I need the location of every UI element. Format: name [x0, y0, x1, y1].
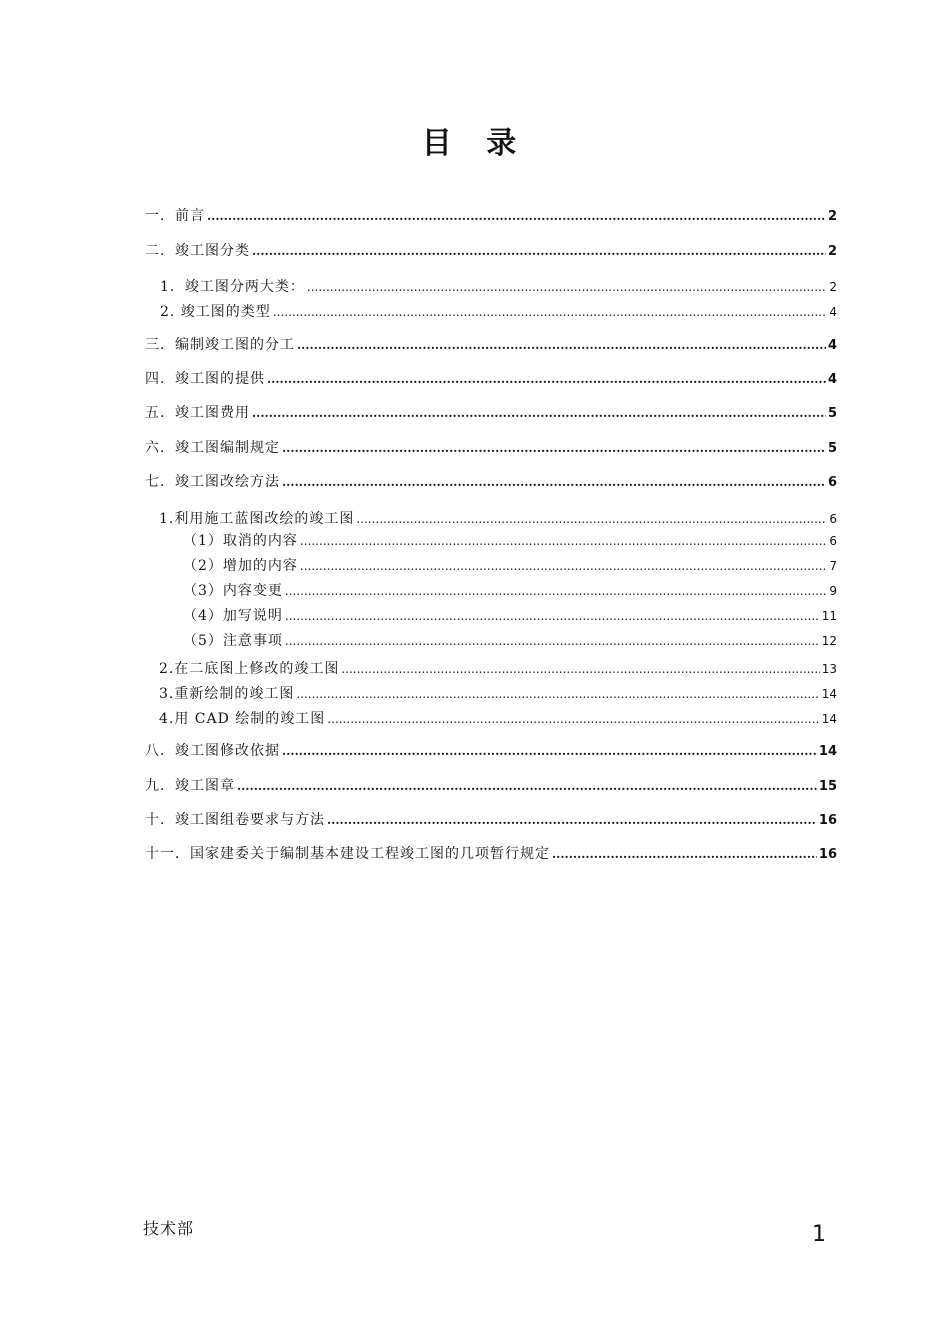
- toc-entry[interactable]: [159, 508, 837, 528]
- toc-entry-page: 5: [827, 441, 837, 456]
- toc-entry-page: 11: [821, 609, 837, 623]
- toc-entry[interactable]: [145, 402, 837, 422]
- toc-entry[interactable]: [183, 580, 837, 600]
- toc-leader-dots: [356, 512, 827, 526]
- toc-entry[interactable]: [159, 708, 837, 728]
- toc-entry-page: 4: [829, 305, 837, 319]
- toc-entry-page: 2: [829, 280, 837, 294]
- toc-entry-label: 八．竣工图修改依据: [145, 743, 280, 759]
- toc-leader-dots: [237, 779, 817, 793]
- toc-entry-label: 五．竣工图费用: [145, 405, 250, 421]
- toc-leader-dots: [252, 406, 826, 420]
- toc-entry-label: 九．竣工图章: [145, 778, 235, 794]
- toc-leader-dots: [296, 687, 819, 701]
- toc-entry[interactable]: [145, 240, 837, 260]
- toc-entry[interactable]: [145, 775, 837, 795]
- toc-leader-dots: [282, 441, 826, 455]
- toc-entry-page: 14: [818, 744, 837, 759]
- toc-entry-page: 6: [827, 475, 837, 490]
- toc-leader-dots: [285, 609, 820, 623]
- toc-entry[interactable]: [159, 683, 837, 703]
- toc-entry[interactable]: [183, 530, 837, 550]
- toc-leader-dots: [327, 712, 819, 726]
- toc-entry[interactable]: [145, 809, 837, 829]
- toc-leader-dots: [267, 372, 826, 386]
- toc-entry-label: 七．竣工图改绘方法: [145, 474, 280, 490]
- toc-entry-page: 14: [821, 687, 837, 701]
- toc-entry-page: 4: [827, 338, 837, 353]
- toc-entry-page: 16: [818, 813, 837, 828]
- toc-entry[interactable]: [145, 437, 837, 457]
- toc-entry[interactable]: [145, 843, 837, 863]
- toc-leader-dots: [207, 209, 826, 223]
- toc-entry[interactable]: [145, 740, 837, 760]
- toc-entry-page: 16: [818, 847, 837, 862]
- toc-leader-dots: [307, 280, 827, 294]
- toc-leader-dots: [273, 305, 828, 319]
- toc-entry-page: 6: [829, 534, 837, 548]
- toc-leader-dots: [252, 244, 826, 258]
- toc-entry-page: 13: [821, 662, 837, 676]
- toc-entry-page: 12: [821, 634, 837, 648]
- toc-leader-dots: [297, 338, 826, 352]
- toc-entry-label: （3）内容变更: [183, 583, 283, 599]
- toc-entry-label: 十一．国家建委关于编制基本建设工程竣工图的几项暂行规定: [145, 846, 550, 862]
- toc-entry-page: 9: [829, 584, 837, 598]
- toc-leader-dots: [552, 847, 817, 861]
- toc-entry-label: （2）增加的内容: [183, 558, 298, 574]
- toc-entry[interactable]: [183, 555, 837, 575]
- toc-entry[interactable]: [145, 334, 837, 354]
- footer-page-number: 1: [812, 1222, 826, 1247]
- toc-entry-label: 4.用 CAD 绘制的竣工图: [159, 711, 326, 727]
- toc-entry[interactable]: [159, 658, 837, 678]
- toc-entry-label: （5）注意事项: [183, 633, 283, 649]
- footer-department: 技术部: [143, 1219, 195, 1238]
- toc-entry-page: 15: [818, 779, 837, 794]
- toc-entry[interactable]: [145, 471, 837, 491]
- toc-entry-page: 7: [829, 559, 837, 573]
- toc-entry[interactable]: [183, 630, 837, 650]
- toc-entry-label: （4）加写说明: [183, 608, 283, 624]
- toc-leader-dots: [282, 744, 817, 758]
- toc-leader-dots: [285, 584, 827, 598]
- toc-entry-label: 一．前言: [145, 208, 205, 224]
- toc-leader-dots: [300, 559, 827, 573]
- toc-entry-label: 三．编制竣工图的分工: [145, 337, 295, 353]
- toc-entry-page: 4: [827, 372, 837, 387]
- toc-entry-label: 十．竣工图组卷要求与方法: [145, 812, 325, 828]
- toc-entry-page: 2: [827, 209, 837, 224]
- toc-entry-label: 1．竣工图分两大类：: [160, 279, 305, 295]
- toc-leader-dots: [341, 662, 819, 676]
- toc-entry[interactable]: [145, 205, 837, 225]
- toc-entry[interactable]: [160, 301, 837, 321]
- toc-leader-dots: [282, 475, 826, 489]
- page-title: 目 录: [421, 126, 529, 161]
- toc-entry-label: 2.在二底图上修改的竣工图: [159, 661, 340, 677]
- toc-entry-page: 14: [821, 712, 837, 726]
- toc-entry-label: 四．竣工图的提供: [145, 371, 265, 387]
- toc-entry-label: （1）取消的内容: [183, 533, 298, 549]
- toc-entry-page: 5: [827, 406, 837, 421]
- toc-leader-dots: [300, 534, 827, 548]
- toc-entry-page: 6: [829, 512, 837, 526]
- toc-entry-label: 2. 竣工图的类型: [160, 304, 271, 320]
- toc-entry-label: 1.利用施工蓝图改绘的竣工图: [159, 511, 355, 527]
- toc-entry-label: 3.重新绘制的竣工图: [159, 686, 295, 702]
- toc-leader-dots: [327, 813, 817, 827]
- toc-leader-dots: [285, 634, 820, 648]
- toc-entry-label: 二．竣工图分类: [145, 243, 250, 259]
- toc-entry[interactable]: [160, 276, 837, 296]
- toc-entry-page: 2: [827, 244, 837, 259]
- toc-entry-label: 六．竣工图编制规定: [145, 440, 280, 456]
- toc-entry[interactable]: [183, 605, 837, 625]
- toc-entry[interactable]: [145, 368, 837, 388]
